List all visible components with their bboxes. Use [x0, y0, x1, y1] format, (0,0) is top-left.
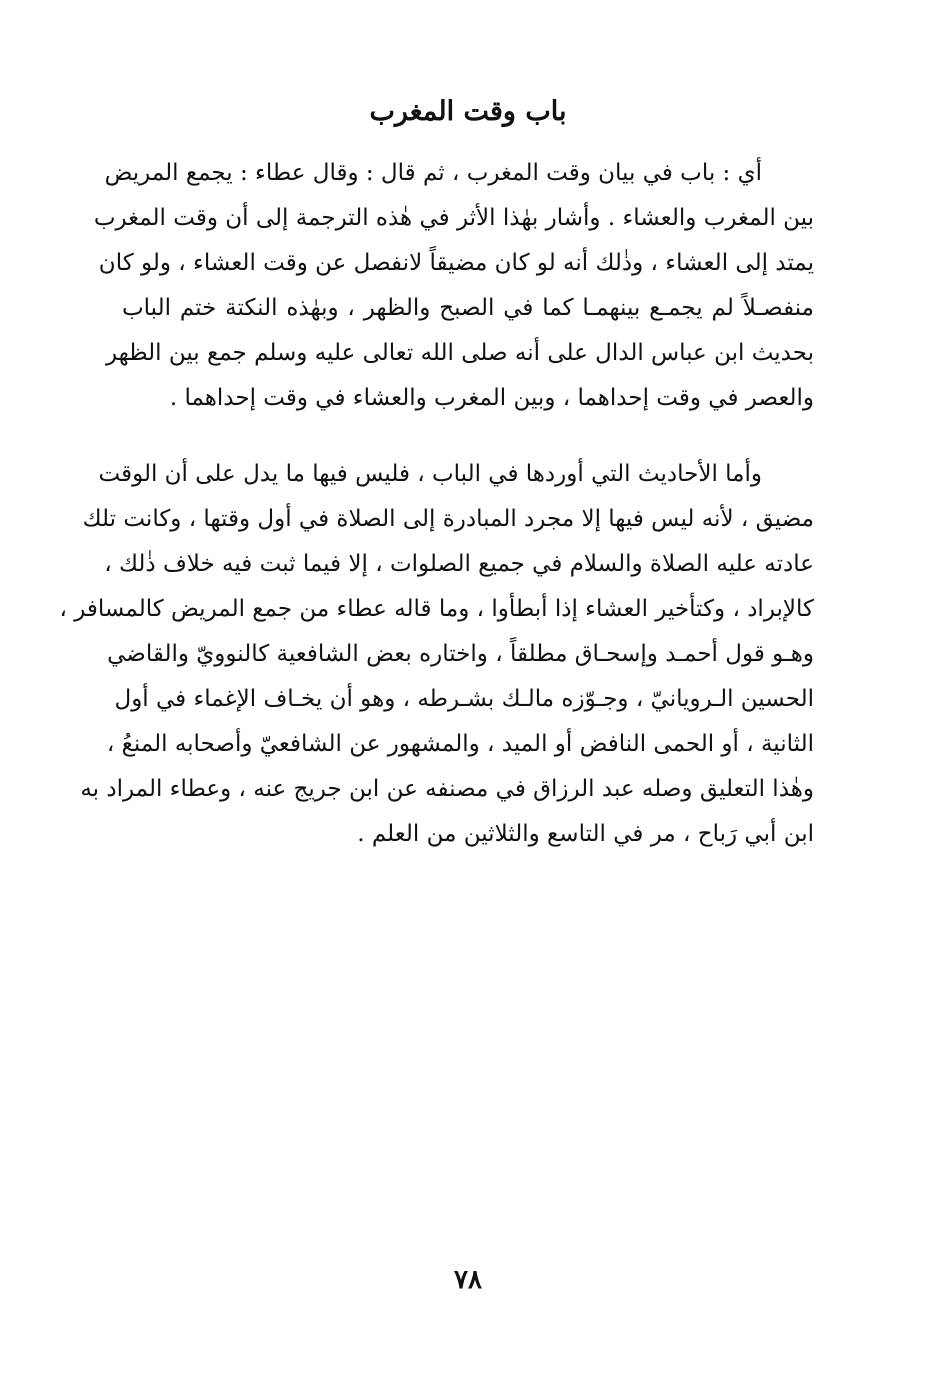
page-body: [59, 151, 814, 857]
text-line: وأما الأحاديث التي أوردها في الباب ، فليس فيها ما يدل على أن الوقت: [98, 461, 762, 487]
paragraph-2: [59, 452, 814, 857]
page-title: باب وقت المغرب: [369, 96, 567, 127]
text-line: عادته عليه الصلاة والسلام في جميع الصلوات ، إلا فيما ثبت فيه خلاف ذٰلك ،: [104, 551, 814, 577]
text-line: ابن أبي رَباح ، مر في التاسع والثلاثين من العلم .: [357, 821, 814, 847]
page-number: ٧٨: [454, 1265, 482, 1295]
paragraph-1: [93, 151, 814, 421]
text-line: بحديث ابن عباس الدال على أنه صلى الله تعالى عليه وسلم جمع بين الظهر: [105, 340, 814, 366]
text-line: الحسين الـرويانيّ ، وجـوّزه مالـك بشـرطه ، وهو أن يخـاف الإغماء في أول: [114, 686, 814, 712]
text-line: أي : باب في بيان وقت المغرب ، ثم قال : وقال عطاء : يجمع المريض: [104, 160, 762, 186]
text-line: وهٰذا التعليق وصله عبد الرزاق في مصنفه عن ابن جريج عنه ، وعطاء المراد به: [80, 776, 814, 802]
text-line: الثانية ، أو الحمى النافض أو الميد ، والمشهور عن الشافعيّ وأصحابه المنعُ ،: [106, 731, 814, 757]
text-line: يمتد إلى العشاء ، وذٰلك أنه لو كان مضيقاً لانفصل عن وقت العشاء ، ولو كان: [98, 250, 814, 276]
paragraph-gap: [122, 421, 814, 452]
text-line: وهـو قول أحمـد وإسحـاق مطلقاً ، واختاره بعض الشافعية كالنوويّ والقاضي: [107, 641, 814, 667]
text-line: منفصـلاً لم يجمـع بينهمـا كما في الصبح والظهر ، وبهٰذه النكتة ختم الباب: [122, 295, 814, 321]
text-line: كالإبراد ، وكتأخير العشاء إذا أبطأوا ، وما قاله عطاء من جمع المريض كالمسافر ،: [59, 596, 814, 622]
text-line: مضيق ، لأنه ليس فيها إلا مجرد المبادرة إلى الصلاة في أول وقتها ، وكانت تلك: [82, 506, 814, 532]
text-line: بين المغرب والعشاء . وأشار بهٰذا الأثر في هٰذه الترجمة إلى أن وقت المغرب: [93, 205, 814, 231]
text-line: والعصر في وقت إحداهما ، وبين المغرب والعشاء في وقت إحداهما .: [169, 385, 814, 411]
